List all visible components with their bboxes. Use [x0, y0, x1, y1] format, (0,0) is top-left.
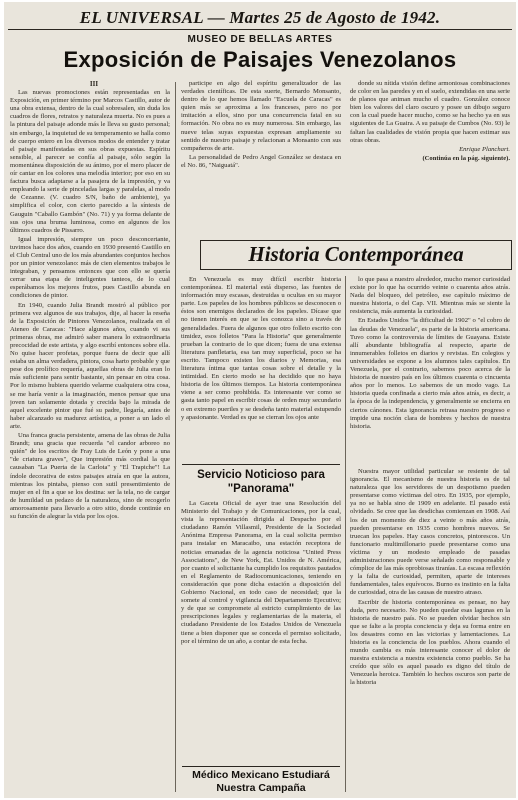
masthead-rule	[8, 29, 512, 30]
paragraph: En Venezuela es muy difícil escribir historia contemporánea. El material está disperso, las fuentes de información muy escasas, destruidas u ocultas en su mayor parte. Los papeles de los hombres públicos se desconocen o éstos son enemigos declarados de los papeles. Dícase que no tienen interés en que se les conozca sino a través de generalidades. Fuera de algunos que otro folleto escrito con timidez, esos folletos "Para la Historia" que generalmente prueban la contrario de lo que dicen; fuera de una extensa literatura panfletaria, esa tan muy superficial, poco se ha escrito. Tampoco existen los diarios y Memorias, esa literatura íntima que tantas cosas sobre el detalle y la intimidad. En cierto modo se ha decidido que no haya historia de los últimos tiempos. La historia contemporánea viene a ser como prohibida. Es interesante ver como se gasta tanto papel en escribir cosas de orden muy secundario o en extremo pueriles y se desdeña tanto material estupendo y apasionante. Verdad es que se cierran los ojos ante	[181, 276, 341, 421]
column-divider	[345, 276, 346, 792]
paragraph: Escribir de historia contemporánea es pensar, no hay duda, pero necesario. No pueden quedar esas lagunas en la historia de nuestro país. No se pueden olvidar hechos sin que se falte a la propia conciencia y deja su forma entre en los desastres como en las victorias y lamentaciones. La historia es la conciencia de los pueblos. Ahora cuando el mundo cambia es más interesante conocer el dolor de nuestra existencia a nuestra existencia como pueblo. Se ha creído que sólo es aquel pasado es digno del título de Venezuela heroica. También lo hechos oscuros son parte de la historia	[350, 598, 510, 687]
masthead: EL UNIVERSAL — Martes 25 de Agosto de 1942.	[79, 8, 441, 27]
article-paisajes-col2	[181, 80, 341, 230]
continued-note: (Continúa en la pág. siguiente).	[422, 154, 510, 162]
headline: Exposición de Paisajes Venezolanos	[63, 47, 457, 72]
historia-col3	[350, 468, 510, 794]
paragraph: Igual impresión, siempre un poco desconcertante, tuvimos hace dos años, cuando en 1930 presentó Castillo en el Club Central uno de los más abundantes conjuntos hechos por un pintor venezolano: más de cien elementos trabajos le integraban, y pensamos entonces que con ello se quería cerrar una etapa de inteligentes tanteos, de lo cual esperábamos los mejores frutos, pues Castillo abunda en condiciones de pintor.	[10, 235, 170, 300]
historia-col1	[181, 276, 341, 462]
paragraph: En Estados Unidos "la dificultad de 1902" o "el cobro de las deudas de Venezuela", es parte de la historia americana. Tuvo como la controversia de límites de Guayana. Existe allí abundante bibliografía al respecto, aparte de innumerables folletos en diarios y revistas. En colegios y universidades se expone a los alumnos tales capítulos. En Venezuela, por el contrario, sabemos poco acerca de la historia de nuestro país en los últimos cuarenta o cincuenta años por lo menos. Lo sabemos de un modo vago. La historia queda confinada a cierto más años atrás, es decir, a la época de la independencia, y generalmente se encierra en ciertos cánones. Esta ignorancia retrasa nuestro progreso e impide una noción clara de hombres y hechos de nuestra historia.	[350, 317, 510, 430]
newspaper-page	[4, 2, 516, 798]
column-divider	[175, 82, 176, 792]
section-rule	[182, 766, 340, 767]
paragraph: lo que pasa a nuestro alrededor, mucho menor curiosidad existe por lo que ha ocurrido veinte o cuarenta años atrás. Nada del bloqueo, del petróleo, ese capítulo máximo de nuestra historia, o del Cap. VII. Mientras más se siente la resistencia, más aumenta la curiosidad.	[350, 276, 510, 316]
section-rule	[182, 464, 340, 465]
paragraph: Las nuevas promociones están representadas en la Exposición, en primer término por Marcos Castillo, autor de una obra extensa, dentro de la cual sobresalen, sin duda los cuadros de flores, retratos y naturaleza muerta. No es pues a la pintura del paisaje adonde más le lleva su gusto personal; sin embargo, la inquietud de su temperamento se halla como de cuerpo entero en los diversos modos de entender y tratar el paisaje manifestadas en sus obras expuestas. Espíritu sensible, al parecer se confía al paisaje, sólo según la momentánea disposición de su ánimo, por el mero placer de oír cantar en los colores una melodía interior; por eso en su factura busca adaptarse a la pasajera de la impresión, y va empleando la serie de pinceladas largas y paralelas, al modo de Cezanne. (V. cuadro S/N, baño de ambiente), ya simplifica el color, con cierto parecido a la síntesis de Gauguin "Caballo Gambón" (No. 71) y ya forma delante de sus ojos una bruma luminosa, como en algunos de los últimos cuadros de Pissarro.	[10, 89, 170, 234]
paragraph: donde su nítida visión define armoniosas combinaciones de color en las paredes y en el suelo, extendidas en una serie de planos que animan mucho el cuadro. González conoce bien los valores del claro oscuro y posee un dibujo seguro con la cual puede hacer mucho, como se ha hecho ya en sus siguientes de La Guaira. A su paisaje de Cumbos (No. 93) le faltan las cualidades de visión propia que hacen estimar sus otras obras.	[350, 80, 510, 144]
author-signature: Enrique Planchart.	[459, 145, 510, 153]
paragraph: Nuestra mayor utilidad particular se resiente de tal ignorancia. El mecanismo de nuestra historia es de tal naturaleza que los servidores de un despotismo pueden presentarse como víctimas del otro. En 1935, por ejemplo, ya no se habla sino de 1909 en adelante. El pasado está olvidado. Se cree que las desdichas comienzan en 1908. Así los de un momento de diez a veinte o más años atrás, pueden presentarse en 1935 como hombres nuevos. Se truecan los papeles. Hay casos concretos, pintorescos. Un funcionario multimillonario puede presentarse como una víctima y un modesto empleado de pasadas administraciones puede verse señalado como responsable y cómplice de las más oprobiosas tiranías. La escasa reflexión y la falta de curiosidad, permiten, aparte de intereses fundamentales, tales equívocos. Burno es instinto en la falta de curiosidad, otra de las causas de nuestro atraso.	[350, 468, 510, 597]
paragraph: participe en algo del espíritu generalizador de las verdades científicas. De esta suerte, Bernardo Monsanto, dentro de lo que hemos llamado "Escuela de Caracas" es quien más se aproxima a los franceses, pero no por imitación a ellos, sino por una concurrencia fatal en su formación. No obra no es muy numerosa. Sin embargo, las nueve telas suyas expuestas expresan ampliamente su sentido de nuestro paisaje y relacionan a Monsanto con sus compañeros de arte.	[181, 80, 341, 152]
paragraph: En 1940, cuando Julia Brandt mostró al público por primera vez algunos de sus trabajos, dije, al hacer la reseña de la Exposición de Pintores Venezolanos, realizada en el Ateneo de Caracas: "Hace algunos años, cuando vi sus primeras obras, me admiró saber manera lo extraordinaria precocidad de este artista, y algo escribí entonces sobre ella. No quise hacer profetas, porque fuera de decir que allí estaba un alma verdadera, pintora, cosa harto probable y que pese dos prolífico requería, aquellas obras de Julia eran lo más suficiente para sentir bastante, sin pensar en otra cosa. Por lo mismo hubiera querido velarme cualquiera otra cosa, se me haría venir a la imaginación, menos pensar que una joven tan solamente dotada y crecida bajo la mirada de aquel excelente pintor que fué su padre, llegaría, antes de haber alcanzado su madurez artística, a poner a un lado el arte.	[10, 301, 170, 430]
section-number: III	[89, 80, 99, 88]
medico-headline: Médico Mexicano Estudiará Nuestra Campaña	[192, 769, 330, 794]
article-paisajes-col1	[10, 80, 170, 792]
paragraph: Una franca gracia persistente, amena de las obras de Julia Brandt; una gracia que recuerda "el candor arboreo no quién" de los escritos de Fray Luis de León y pone a una "de criatura graves", Que impresión más cordial la que causaban "La Puerta de la Carlota" y "El Trapiche"! La índole decorativa de estos paisajes atraía en que la autora, mientras los pintaba, pienso con sutil presentimiento de mujer en el fin a que se los destina: ser la tela, no de cargar de humildad un pedazo de la naturaleza, sino de recogerlo amorosamente para llevarlo a otro sitio, donde continúe en su función de alegrar la vida por los ojos.	[10, 432, 170, 520]
historia-col2	[350, 276, 510, 466]
servicio-article	[181, 500, 341, 762]
paragraph: La Gaceta Oficial de ayer trae una Resolución del Ministerio del Trabajo y de Comunicaciones, por la cual, vista la representación dirigida al Despacho por el ciudadano Ramón Villasmil, Presidente de la Sociedad Anónima Empresa Panorama, en la cual solicita permiso para instalar en Maracaibo, una estación receptora de noticias emanadas de la agencia noticiosa "United Press Associations", de New York, Est. Unidos de N. América, por cuanto el solicitante ha cumplido los requisitos pautados en el Reglamento de Radiocomunicaciones, teniendo en consideración que pone dicha estación a disposición del Gobierno Nacional, en todo caso de necesidad; que la somete al control y vigilancia del Departamento Ejecutivo; y de que se compromete al estricto cumplimiento de las prescripciones legales y reglamentarias de la materia, el ciudadano Presidente de los Estados Unidos de Venezuela tiene a bien disponer que se conceda el permiso solicitado, por el término de un año, a contar de esta fecha.	[181, 500, 341, 645]
historia-title: Historia Contemporánea	[248, 242, 464, 266]
paragraph: La personalidad de Pedro Angel González se destaca en el No. 86, "Naiguatá".	[181, 153, 341, 169]
historia-title-box	[200, 240, 512, 270]
section-label: MUSEO DE BELLAS ARTES	[187, 34, 333, 45]
article-paisajes-col3	[350, 80, 510, 232]
servicio-headline: Servicio Noticioso para "Panorama"	[197, 469, 325, 495]
